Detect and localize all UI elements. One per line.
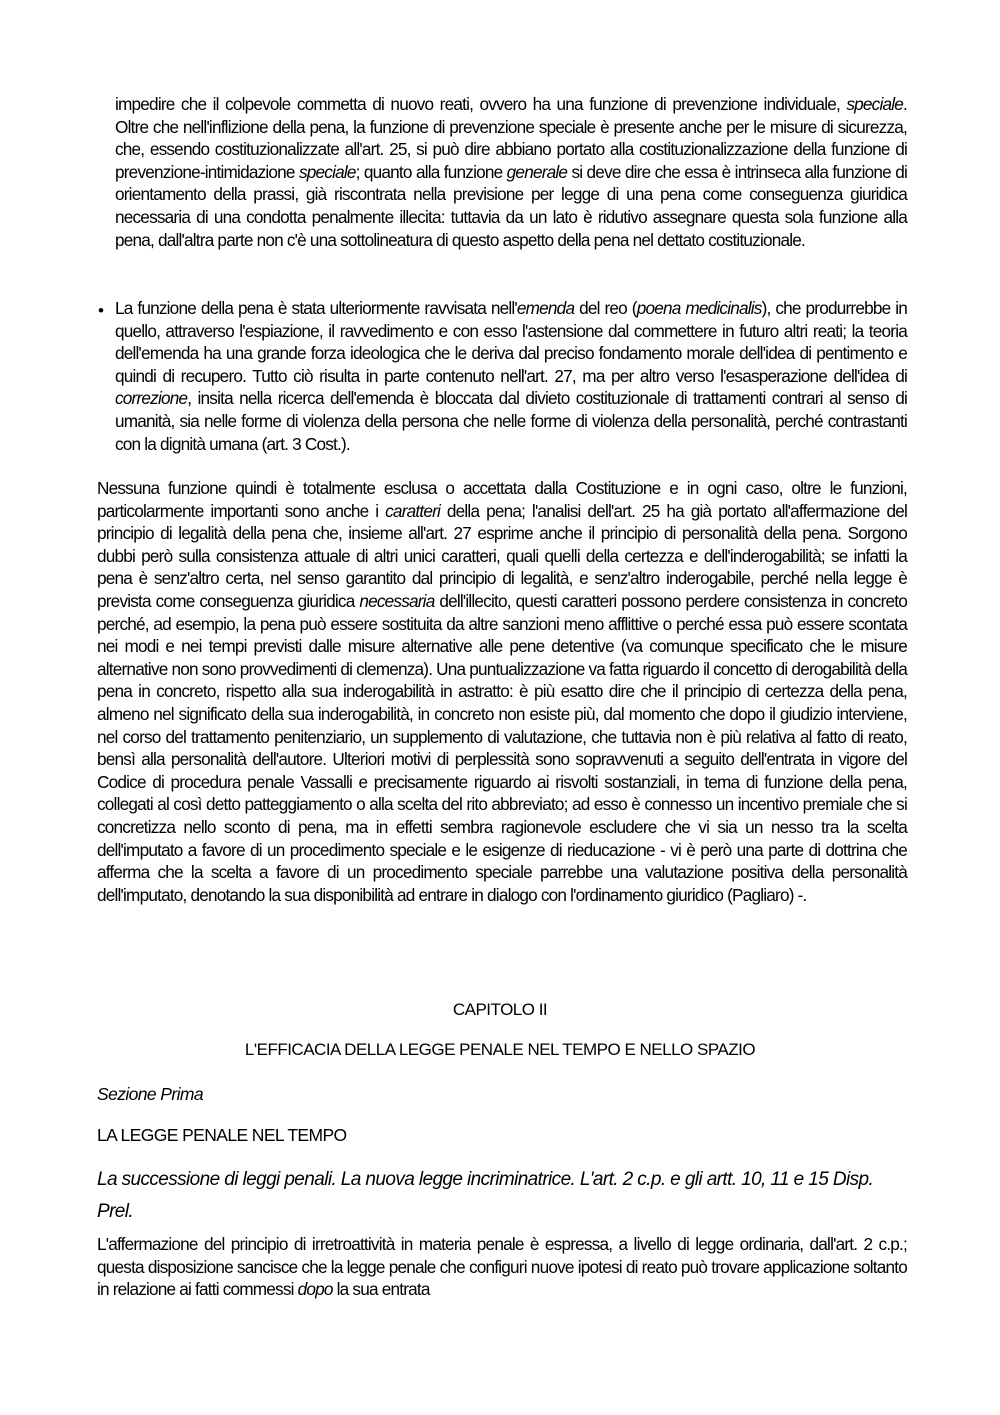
bullet-marker: • — [98, 301, 104, 320]
paragraph-irretroactivity: L'affermazione del principio di irretroattività in materia penale è espressa, a livello di legge ordinaria, dall'art. 2 c.p.; questa disposizione sancisce che la legge penale che configuri nuove ipotesi di reato può trovare applicazione soltanto in relazione ai fatti commessi dopo la sua entrata — [97, 1234, 907, 1300]
chapter-title: L'EFFICACIA DELLA LEGGE PENALE NEL TEMPO E NELLO SPAZIO — [244, 1040, 756, 1059]
section-title: LA LEGGE PENALE NEL TEMPO — [97, 1125, 347, 1145]
paragraph-characters: Nessuna funzione quindi è totalmente esclusa o accettata dalla Costituzione e in ogni caso, oltre le funzioni, particolarmente importanti sono anche i caratteri della pena; l'analisi dell'art. 25 ha già portato all'affermazione del principio di legalità della pena che, insieme all'art. 27 esprime anche il principio di personalità della pena. Sorgono dubbi però sulla consistenza attuale di altri unici caratteri, quali quelli della certezza e dell'inderogabilità; se infatti la pena è senz'altro certa, nel senso garantito dal principio di legalità, e senz'altro inderogabile, perché nella legge è prevista come conseguenza giuridica necessaria dell'illecito, questi caratteri possono perdere consistenza in concreto perché, ad esempio, la pena può essere sostituita da altre sanzioni meno afflittive o perché essa può essere scontata nei modi e nei tempi previsti dalle misure alternative alle pene detentive (va comunque specificato che le misure alternative non sono provvedimenti di clemenza). Una puntualizzazione va fatta riguardo il concetto di derogabilità della pena in concreto, rispetto alla sua inderogabilità in astratto: è più esatto dire che il principio di certezza della pena, almeno nel significato della sua inderogabilità, in concreto non esiste più, dal momento che dopo il giudizio interviene, nel corso del trattamento penitenziario, un supplemento di valutazione, che tuttavia non è più relativa al fatto di reato, bensì alla personalità dell'autore. Ulteriori motivi di perplessità sono sopravvenuti a seguito dell'entrata in vigore del Codice di procedura penale Vassalli e precisamente riguardo ai risvolti sostanziali, in tema di funzione della pena, collegati al così detto patteggiamento o alla scelta del rito abbreviato; ad esso è connesso un incentivo premiale che si concretizza nello sconto di pena, ma in effetti sembra ragionevole escludere che vi sia un nesso tra la scelta dell'imputato a favore di un procedimento speciale e le esigenze di rieducazione - vi è però una parte di dottrina che afferma che la scelta a favore di un procedimento speciale parrebbe una valutazione positiva della personalità dell'imputato, denotando la sua disponibilità ad entrare in dialogo con l'ordinamento giuridico (Pagliaro) -. — [97, 478, 907, 905]
chapter-number: CAPITOLO II — [452, 1000, 548, 1019]
paragraph-emenda: La funzione della pena è stata ulteriormente ravvisata nell'emenda del reo (poena medicinalis), che produrrebbe in quello, attraverso l'espiazione, il ravvedimento e con esso l'astensione dal commettere in futuro altri reati; la teoria dell'emenda ha una grande forza ideologica che le deriva dal preciso fondamento morale dell'idea di pentimento e quindi di recupero. Tutto ciò risulta in parte contenuto nell'art. 27, ma per altro verso l'esasperazione dell'idea di correzione, insita nella ricerca dell'emenda è bloccata dal divieto costituzionale di trattamenti contrari al senso di umanità, sia nelle forme di violenza della persona che nelle forme di violenza della personalità, perché contrastanti con la dignità umana (art. 3 Cost.). — [115, 298, 907, 454]
paragraph-prevention: impedire che il colpevole commetta di nuovo reati, ovvero ha una funzione di prevenzione individuale, speciale. Oltre che nell'inflizione della pena, la funzione di prevenzione speciale è presente anche per le misure di sicurezza, che, essendo costituzionalizzate all'art. 25, si può dire abbiano portato alla costituzionalizzazione della funzione di prevenzione-intimidazione speciale; quanto alla funzione generale si deve dire che essa è intrinseca alla funzione di orientamento della prassi, già riscontrata nella previsione per legge di una pena come conseguenza giuridica necessaria di una condotta penalmente illecita: tuttavia da un lato è ridutivo assegnare questa sola funzione alla pena, dall'altra parte non c'è una sottolineatura di questo aspetto della pena nel dettato costituzionale. — [115, 94, 907, 250]
section-label: Sezione Prima — [97, 1084, 204, 1104]
subsection-title: La successione di leggi penali. La nuova legge incriminatrice. L'art. 2 c.p. e gli artt. 10, 11 e 15 Disp. Prel. — [97, 1169, 874, 1222]
